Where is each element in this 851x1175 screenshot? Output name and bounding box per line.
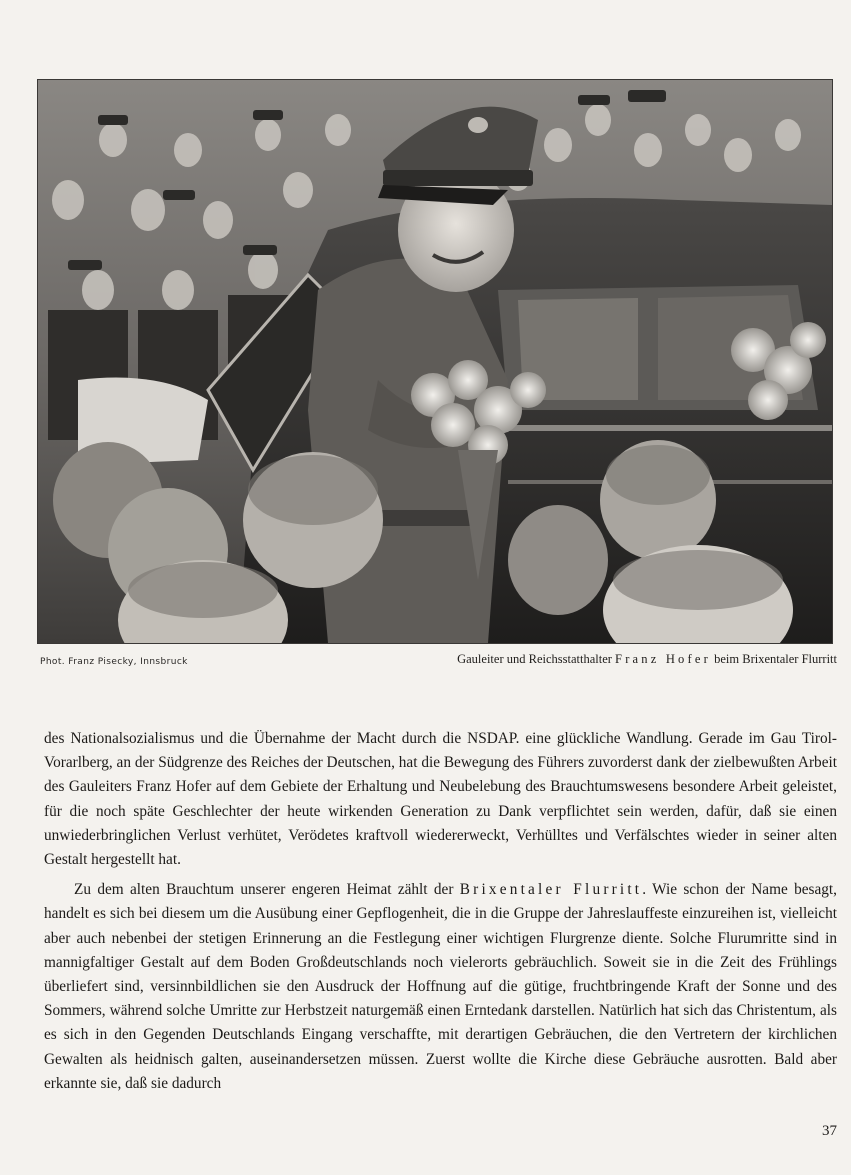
- paragraph-1: des Nationalsozialismus und die Übernahme der Macht durch die NSDAP. eine glückliche Wandlung. Gerade im Gau Tirol-Vorarlberg, an der Südgrenze des Reiches der Deutschen, hat die Bewegung des Führers zuvorderst dank der zielbewußten Arbeit des Gauleiters Franz Hofer auf dem Gebiete der Erhaltung und Neubelebung des Brauchtumswesens besondere Arbeit geleistet, für die noch späte Geschlechter der heute wirkenden Generation zu Dank verpflichtet sein werden, dafür, daß sie einen unwiederbringlichen Verlust verhütet, Verödetes kraftvoll wiedererweckt, Verhülltes und Verfälschtes wieder in seiner alten Gestalt hergestellt hat.: [44, 730, 837, 869]
- photo-caption: [457, 652, 837, 667]
- caption-name: Franz Hofer: [615, 652, 711, 666]
- photograph: [38, 80, 832, 643]
- body-text: [44, 727, 837, 1096]
- caption-suffix: beim Brixentaler Flurritt: [710, 652, 837, 666]
- paragraph-2-spaced-term: Brixentaler Flurritt: [459, 881, 643, 899]
- paragraph-2-start: Zu dem alten Brauchtum unserer engeren Heimat zählt der: [74, 881, 460, 899]
- page-number: 37: [822, 1123, 837, 1139]
- paragraph-2-rest: . Wie schon der Name besagt, handelt es sich bei diesem um die Ausübung einer Gepflogenheit, die in die Gruppe der Jahreslauffeste einzureihen ist, vielleicht aber auch nebenbei der stetigen Erinnerung an die Festlegung einer wichtigen Flurgrenze diente. Solche Flurumritte sind in mannigfaltiger Gestalt auf dem Boden Großdeutschlands noch vielerorts gebräuchlich. Soweit sie in die Zeit des Frühlings überliefert sind, versinnbildlichen sie den Ausdruck der Hoffnung auf die gütige, fruchtbringende Kraft der Sonne und des Sommers, während solche Umritte zur Herbstzeit naturgemäß einen Erntedank darstellen. Natürlich hat sich das Christentum, als es sich in den Gegenden Deutschlands Eingang verschaffte, mit derartigen Gebräuchen, die den Vertretern der kirchlichen Gewalten als heidnisch galten, auseinandersetzen müssen. Zuerst wollte die Kirche diese Gebräuche ausrotten. Bald aber erkannte sie, daß sie dadurch: [44, 881, 838, 1092]
- photograph-image: [38, 80, 832, 643]
- photo-credit: Phot. Franz Pisecky, Innsbruck: [40, 657, 188, 667]
- paragraph-2: [44, 878, 837, 1096]
- caption-prefix: Gauleiter und Reichsstatthalter: [457, 652, 616, 666]
